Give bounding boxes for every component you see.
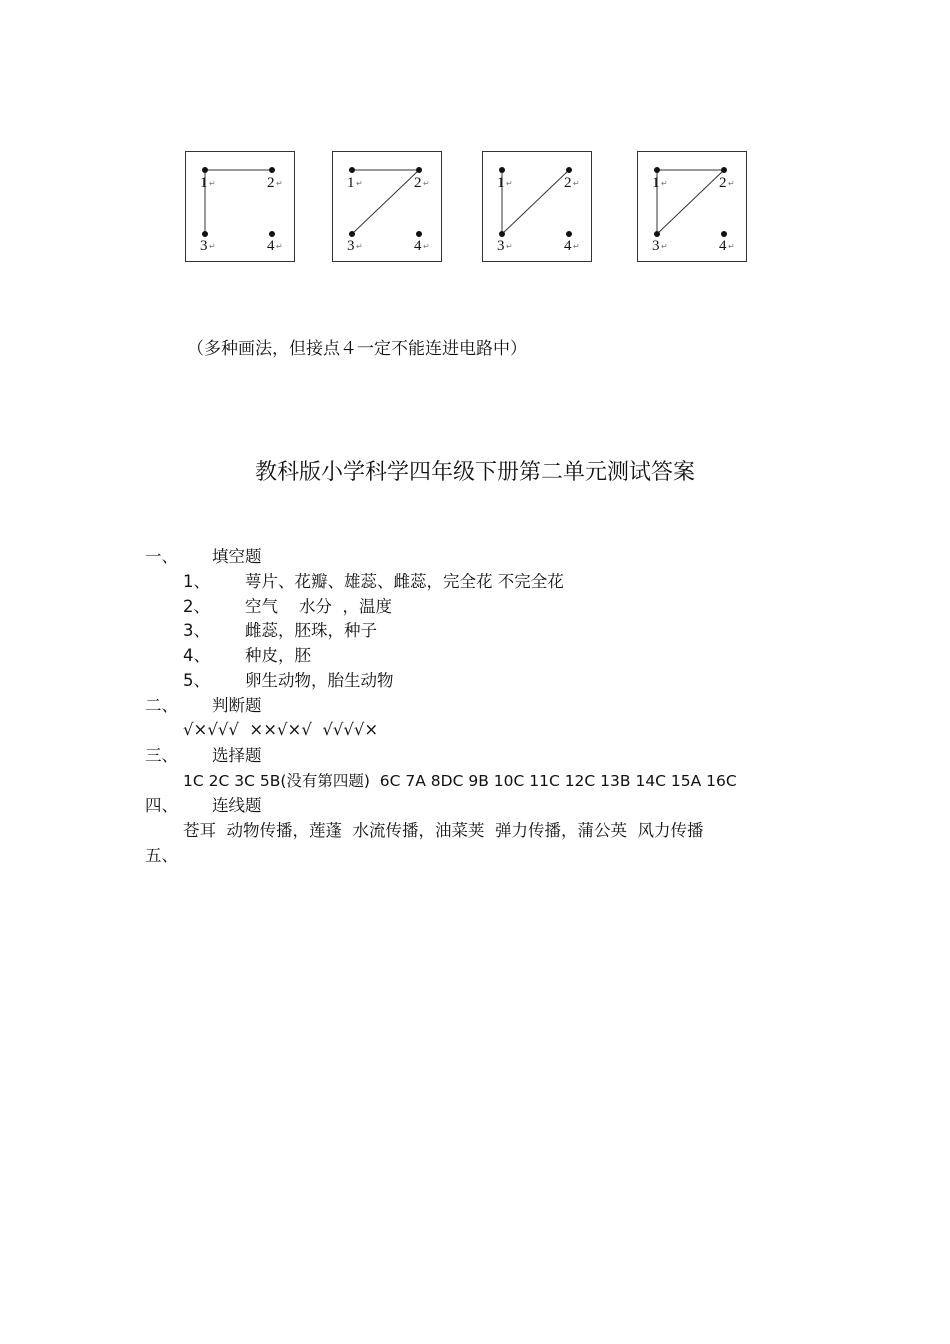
list-item (183, 669, 394, 693)
section-heading: 填空题 (212, 547, 262, 566)
contact-label-2: 2 (564, 175, 572, 191)
circuit-diagram-4 (637, 151, 747, 262)
contact-label-1: 1 (652, 175, 660, 191)
paragraph-mark-icon: ↵ (573, 242, 580, 251)
section-number: 三、 (145, 746, 178, 765)
drawing-note: （多种画法，但接点４一定不能连进电路中） (187, 339, 527, 359)
contact-point-4 (416, 231, 422, 237)
item-number: 1、 (183, 572, 210, 591)
circuit-diagram-3 (482, 151, 592, 262)
paragraph-mark-icon: ↵ (423, 179, 430, 188)
list-item (183, 595, 392, 619)
contact-label-2: 2 (267, 175, 275, 191)
contact-label-1: 1 (200, 175, 208, 191)
paragraph-mark-icon: ↵ (506, 179, 513, 188)
section-number: 四、 (145, 796, 178, 815)
contact-point-3 (349, 231, 355, 237)
contact-point-4 (721, 231, 727, 237)
contact-label-3: 3 (347, 238, 355, 254)
paragraph-mark-icon: ↵ (356, 242, 363, 251)
list-item (183, 619, 377, 643)
paragraph-mark-icon: ↵ (276, 242, 283, 251)
section-number: 一、 (145, 547, 178, 566)
section-5 (145, 844, 212, 868)
circuit-svg-1 (186, 152, 296, 263)
circuit-svg-2 (333, 152, 443, 263)
paragraph-mark-icon: ↵ (356, 179, 363, 188)
contact-point-1 (202, 167, 208, 173)
paragraph-mark-icon: ↵ (661, 179, 668, 188)
contact-label-4: 4 (719, 238, 727, 254)
section-number: 二、 (145, 696, 178, 715)
match-answer: 苍耳 动物传播，莲蓬 水流传播，油菜荚 弹力传播，蒲公英 风力传播 (183, 821, 704, 840)
contact-label-3: 3 (200, 238, 208, 254)
contact-label-1: 1 (497, 175, 505, 191)
contact-label-3: 3 (497, 238, 505, 254)
paragraph-mark-icon: ↵ (209, 179, 216, 188)
section-heading: 判断题 (212, 696, 262, 715)
contact-point-4 (269, 231, 275, 237)
section-heading: 连线题 (212, 796, 262, 815)
contact-label-2: 2 (719, 175, 727, 191)
paragraph-mark-icon: ↵ (728, 179, 735, 188)
section-heading: 选择题 (212, 746, 262, 765)
contact-point-1 (654, 167, 660, 173)
list-item (183, 644, 311, 668)
contact-point-3 (499, 231, 505, 237)
contact-point-2 (416, 167, 422, 173)
section-3 (145, 744, 262, 768)
contact-point-2 (269, 167, 275, 173)
page-title: 教科版小学科学四年级下册第二单元测试答案 (254, 460, 695, 485)
choice-answer: 1C 2C 3C 5B(没有第四题) 6C 7A 8DC 9B 10C 11C 12C 13B 14C 15A 16C (183, 772, 737, 790)
contact-label-3: 3 (652, 238, 660, 254)
contact-point-3 (202, 231, 208, 237)
contact-label-4: 4 (414, 238, 422, 254)
section-4 (145, 794, 262, 818)
circuit-svg-4 (638, 152, 748, 263)
circuit-diagram-1 (185, 151, 295, 262)
paragraph-mark-icon: ↵ (573, 179, 580, 188)
item-text: 种皮，胚 (245, 646, 311, 665)
circuit-svg-3 (483, 152, 593, 263)
paragraph-mark-icon: ↵ (276, 179, 283, 188)
item-text: 空气 水分 ，温度 (245, 597, 392, 616)
section-2 (145, 694, 262, 718)
contact-point-2 (721, 167, 727, 173)
contact-point-4 (566, 231, 572, 237)
contact-label-2: 2 (414, 175, 422, 191)
section-number: 五、 (145, 846, 178, 865)
contact-point-2 (566, 167, 572, 173)
paragraph-mark-icon: ↵ (209, 242, 216, 251)
contact-label-4: 4 (267, 238, 275, 254)
circuit-diagram-2 (332, 151, 442, 262)
section-1 (145, 545, 262, 569)
item-number: 5、 (183, 671, 210, 690)
contact-label-1: 1 (347, 175, 355, 191)
paragraph-mark-icon: ↵ (661, 242, 668, 251)
contact-point-1 (349, 167, 355, 173)
item-number: 4、 (183, 646, 210, 665)
contact-point-3 (654, 231, 660, 237)
judge-answer: √×√√√ ××√×√ √√√√× (183, 720, 379, 739)
paragraph-mark-icon: ↵ (728, 242, 735, 251)
item-number: 2、 (183, 597, 210, 616)
paragraph-mark-icon: ↵ (506, 242, 513, 251)
item-text: 卵生动物，胎生动物 (245, 671, 394, 690)
item-number: 3、 (183, 621, 210, 640)
contact-label-4: 4 (564, 238, 572, 254)
list-item (183, 570, 564, 594)
paragraph-mark-icon: ↵ (423, 242, 430, 251)
item-text: 萼片、花瓣、雄蕊、雌蕊，完全花 不完全花 (245, 572, 564, 591)
contact-point-1 (499, 167, 505, 173)
item-text: 雌蕊，胚珠，种子 (245, 621, 377, 640)
